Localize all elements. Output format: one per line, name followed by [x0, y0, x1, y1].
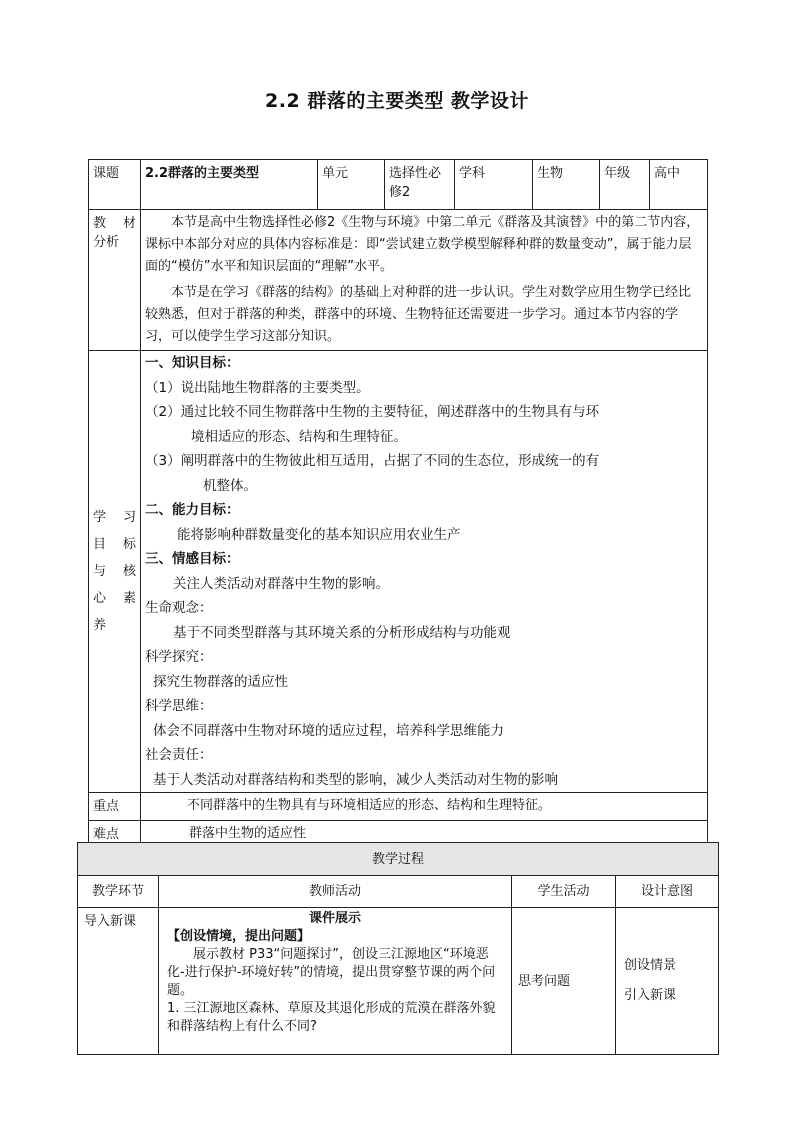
teaching-process-table: [77, 842, 719, 1055]
header-intent: 设计意图: [616, 876, 719, 908]
key-point-value: 不同群落中的生物具有与环境相适应的形态、结构和生理特征。: [141, 793, 708, 821]
science-thinking-heading: 科学思维：: [145, 698, 213, 714]
grade-value: 高中: [650, 160, 708, 210]
design-intent-1: 创设情景: [624, 958, 677, 973]
unit-label: 单元: [318, 160, 385, 210]
analysis-content: [141, 210, 708, 351]
grade-label: 年级: [600, 160, 650, 210]
analysis-label: 教 材 分析: [89, 210, 141, 351]
social-responsibility-heading: 社会责任：: [145, 747, 213, 763]
design-intent-2: 引入新课: [624, 988, 677, 1003]
analysis-paragraph-2: 本节是在学习《群落的结构》的基础上对种群的进一步认识。学生对数学应用生物学已经比较熟悉，但对于群落的种类，群落中的环境、生物特征还需要进一步学习。通过本节内容的学习，可以使学生学习这部分知识。: [145, 285, 692, 344]
student-activity: 思考问题: [512, 908, 616, 1055]
header-student: 学生活动: [512, 876, 616, 908]
life-concept-text: 基于不同类型群落与其环境关系的分析形成结构与功能观: [173, 624, 511, 641]
stage-intro: 导入新课: [78, 908, 159, 1055]
knowledge-goal-2b: 境相适应的形态、结构和生理特征。: [191, 428, 407, 445]
teacher-paragraph-2: 1. 三江源地区森林、草原及其退化形成的荒漠在群落外貌和群落结构上有什么不同?: [167, 1001, 496, 1034]
unit-value: 选择性必修2: [385, 160, 455, 210]
ability-goal-1: 能将影响种群数量变化的基本知识应用农业生产: [177, 526, 461, 543]
topic-value: 2.2群落的主要类型: [141, 160, 318, 210]
emotion-goal-heading: 三、情感目标：: [145, 551, 240, 567]
science-inquiry-text: 探究生物群落的适应性: [153, 673, 288, 690]
emotion-goal-1: 关注人类活动对群落中生物的影响。: [173, 575, 389, 592]
goals-label: 学习 目 标 与 核 心 素 养: [89, 351, 141, 793]
key-point-label: 重点: [89, 793, 141, 821]
goals-content: [141, 351, 708, 793]
courseware-title: 课件展示: [308, 911, 361, 926]
science-inquiry-heading: 科学探究：: [145, 649, 213, 665]
knowledge-goal-2a: （2）通过比较不同生物群落中生物的主要特征，阐述群落中的生物具有与环: [145, 404, 600, 420]
teacher-activity: [159, 908, 512, 1055]
teacher-subheading: 【创设情境，提出问题】: [167, 929, 311, 944]
header-stage: 教学环节: [78, 876, 159, 908]
header-teacher: 教师活动: [159, 876, 512, 908]
social-responsibility-text: 基于人类活动对群落结构和类型的影响，减少人类活动对生物的影响: [153, 771, 558, 788]
difficult-point-label: 难点: [89, 821, 141, 849]
topic-label: 课题: [89, 160, 141, 210]
knowledge-goal-3a: （3）阐明群落中的生物彼此相互适用，占据了不同的生态位，形成统一的有: [145, 453, 600, 469]
design-intent: [616, 908, 719, 1055]
document-title: 2.2 群落的主要类型 教学设计: [265, 90, 529, 112]
life-concept-heading: 生命观念：: [145, 600, 213, 616]
lesson-info-table: [88, 159, 708, 849]
science-thinking-text: 体会不同群落中生物对环境的适应过程，培养科学思维能力: [153, 722, 504, 739]
knowledge-goal-1: （1）说出陆地生物群落的主要类型。: [145, 379, 370, 396]
teacher-paragraph-1: 展示教材 P33“问题探讨”，创设三江源地区“环境恶化-进行保护-环境好转”的情境，提出贯穿整节课的两个问题。: [167, 947, 496, 998]
knowledge-goal-3b: 机整体。: [203, 477, 257, 494]
difficult-point-value: 群落中生物的适应性: [141, 821, 708, 849]
subject-value: 生物: [533, 160, 600, 210]
knowledge-goal-heading: 一、知识目标：: [145, 355, 240, 371]
analysis-paragraph-1: 本节是高中生物选择性必修2《生物与环境》中第二单元《群落及其演替》中的第二节内容，课标中本部分对应的具体内容标准是：即“尝试建立数学模型解释种群的数量变动”，属于能力层面的“模仿”水平和知识层面的“理解”水平。: [145, 215, 700, 274]
subject-label: 学科: [455, 160, 533, 210]
process-title: 教学过程: [78, 843, 719, 876]
ability-goal-heading: 二、能力目标：: [145, 502, 240, 518]
